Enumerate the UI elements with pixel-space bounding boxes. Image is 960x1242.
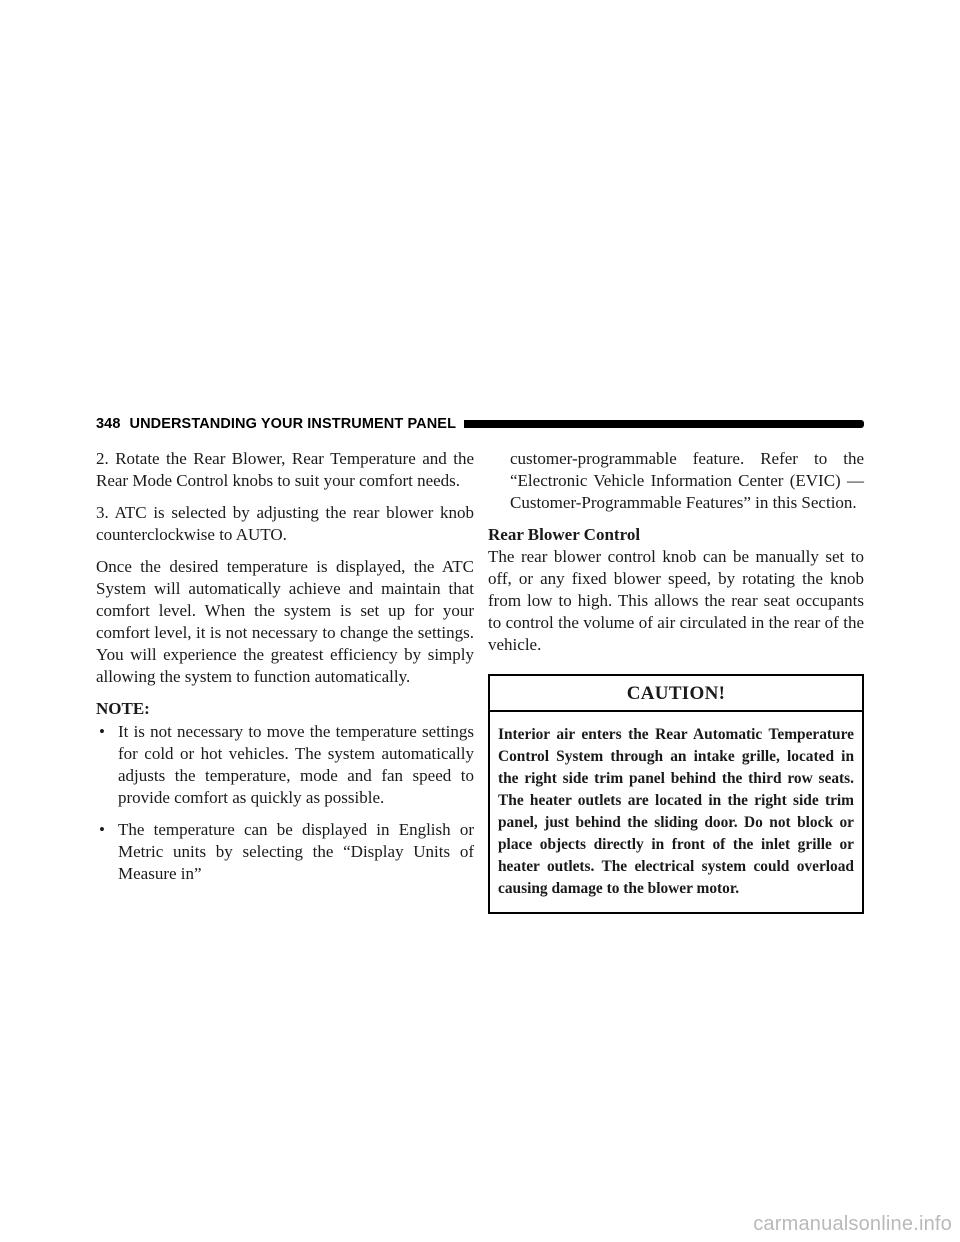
page-header (96, 415, 864, 433)
left-column (96, 448, 474, 895)
atc-paragraph: Once the desired temperature is displayed, the ATC System will automatically achieve and maintain that comfort level. When the system is set up for your comfort level, it is not necessary to change the settings. You will experience the greatest efficiency by simply allowing the system to function automatically. (96, 557, 474, 686)
bullet-text: It is not necessary to move the temperature settings for cold or hot vehicles. The system automatically adjusts the temperature, mode and fan speed to provide comfort as quickly as possible. (118, 722, 474, 807)
bullet-marker: • (99, 722, 105, 741)
note-bullet (96, 721, 474, 809)
page-number: 348 (96, 416, 121, 432)
step-3-paragraph: 3. ATC is selected by adjusting the rear blower knob counterclockwise to AUTO. (96, 503, 474, 544)
caution-title: CAUTION! (490, 676, 862, 712)
note-bullet (96, 819, 474, 885)
note-label: NOTE: (96, 699, 150, 718)
watermark: carmanualsonline.info (753, 1213, 952, 1235)
header-rule (464, 420, 864, 428)
right-column (488, 448, 864, 914)
rear-blower-heading: Rear Blower Control (488, 525, 641, 544)
bullet-continuation: customer-programmable feature. Refer to the “Electronic Vehicle Information Center (EVIC) — Customer-Programmable Features” in this Section. (510, 449, 864, 512)
bullet-text: The temperature can be displayed in English or Metric units by selecting the “Display Units of Measure in” (118, 820, 474, 883)
bullet-marker: • (99, 820, 105, 839)
step-2-paragraph: 2. Rotate the Rear Blower, Rear Temperature and the Rear Mode Control knobs to suit your comfort needs. (96, 449, 474, 490)
section-title: UNDERSTANDING YOUR INSTRUMENT PANEL (129, 416, 457, 432)
rear-blower-paragraph: The rear blower control knob can be manually set to off, or any fixed blower speed, by rotating the knob from low to high. This allows the rear seat occupants to control the volume of air circulated in the rear of the vehicle. (488, 547, 864, 654)
caution-body: Interior air enters the Rear Automatic Temperature Control System through an intake grille, located in the right side trim panel behind the third row seats. The heater outlets are located in the right side trim panel, just behind the sliding door. Do not block or place objects directly in front of the inlet grille or heater outlets. The electrical system could overload causing damage to the blower motor. (498, 726, 854, 897)
caution-box (488, 674, 864, 914)
